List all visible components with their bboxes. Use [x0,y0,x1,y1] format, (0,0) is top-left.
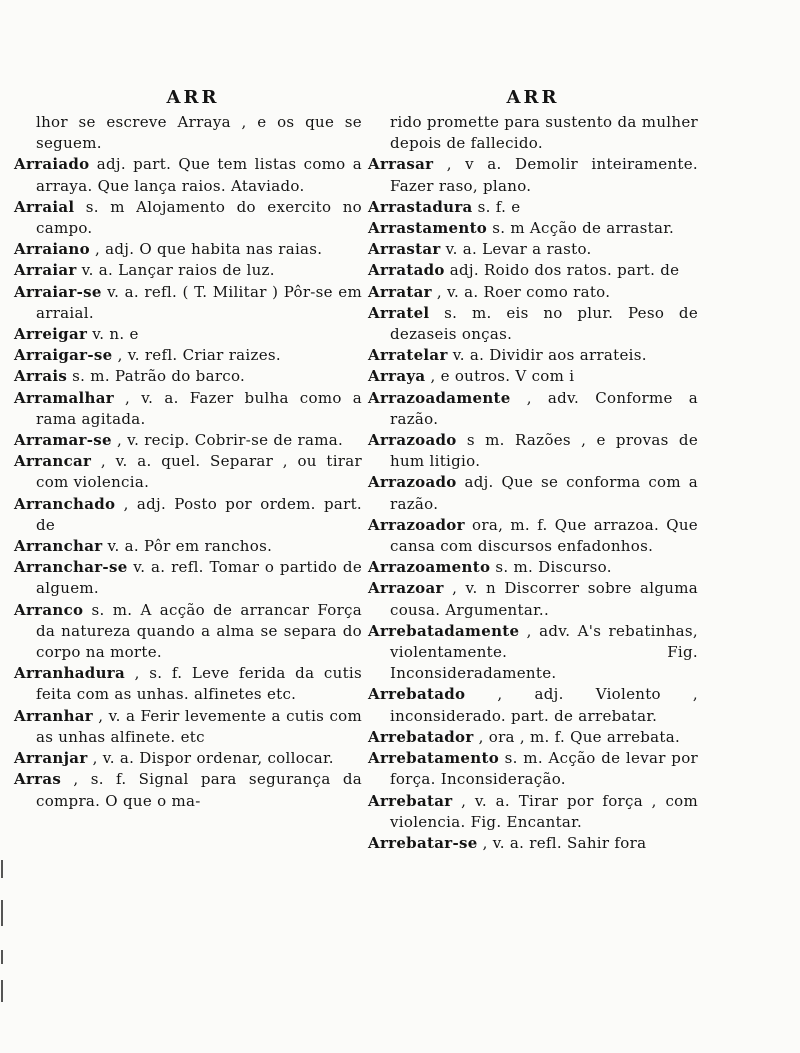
entry-headword: Arranjar [14,749,88,768]
dictionary-entry [14,366,362,387]
entry-definition: s. m. A acção de arrancar Força da natureza quando a alma se separa do corpo na morte. [36,600,362,662]
entry-headword: Arrancar [14,452,92,471]
dictionary-entry [368,472,698,514]
entry-headword: Arrasar [368,155,434,174]
entry-definition: s. m Acção de arrastar. [487,219,675,238]
entry-definition: s. m. Acção de levar por força. Inconsideração. [390,749,698,789]
dictionary-entry [368,515,698,557]
running-head-left: ARR [166,87,220,108]
entry-definition: v. a. Dividir aos arrateis. [447,346,647,365]
right-entries [368,112,698,854]
entry-headword: Arrazoado [368,431,457,450]
left-column [14,84,362,812]
entry-definition: , ora , m. f. Que arrebata. [473,727,681,746]
dictionary-entry [14,388,362,430]
dictionary-entry [368,621,698,685]
entry-definition: , v. a. refl. Sahir fora [477,833,647,852]
entry-definition: , adj. O que habita nas raias. [89,240,323,259]
entry-definition: s. m. Discurso. [490,558,612,577]
entry-definition: v. a. Pôr em ranchos. [102,537,273,556]
left-entries [14,112,362,812]
entry-definition: s. m. Patrão do barco. [67,367,246,386]
dictionary-entry [368,727,698,748]
dictionary-entry [14,239,362,260]
entry-definition: ora, m. f. Que arrazoa. Que cansa com discursos enfadonhos. [390,515,698,556]
dictionary-entry [368,345,698,366]
entry-headword: Arraigar-se [14,346,113,365]
entry-headword: Arrais [14,367,68,386]
dictionary-entry [14,345,362,366]
dictionary-entry [14,600,362,664]
entry-definition: , v. a Ferir levemente a cutis com as unhas alfinete. etc [36,706,362,746]
entry-definition: v. a. Levar a rasto. [440,240,592,259]
entry-headword: Arraya [368,367,426,386]
dictionary-entry [368,557,698,578]
dictionary-entry [368,282,698,303]
entry-definition: s. m. eis no plur. Peso de dezaseis onças. [390,303,698,344]
dictionary-entry [14,769,362,811]
entry-headword: Arramar-se [14,431,112,450]
page-edge-marks [0,860,6,1010]
entry-headword: Arranchar-se [14,558,128,577]
dictionary-entry [14,154,362,196]
running-head-right: ARR [506,87,560,108]
dictionary-entry [14,197,362,239]
entry-headword: Arramalhar [14,388,114,407]
entry-definition: adj. Que se conforma com a razão. [390,473,698,513]
entry-headword: Arratado [368,261,445,280]
entry-headword: Arrebatador [368,727,474,746]
entry-definition: v. a. Lançar raios de luz. [76,261,275,280]
dictionary-entry [368,684,698,726]
dictionary-entry [14,706,362,748]
entry-headword: Arrazoador [368,515,465,534]
dictionary-entry [368,578,698,620]
entry-headword: Arrastadura [368,197,473,216]
entry-definition: adj. part. Que tem listas como a arraya. Que lança raios. Ataviado. [36,155,362,195]
entry-definition: , v. a. Roer como rato. [431,282,611,301]
entry-headword: Arraiar-se [14,282,102,301]
entry-headword: Arranchado [14,494,116,513]
entry-definition: adj. Roido dos ratos. part. de [444,261,680,280]
entry-definition: , v. a. Tirar por força , com violencia. Fig. Encantar. [390,791,698,831]
entry-definition: , v. recip. Cobrir-se de rama. [111,431,344,450]
dictionary-entry [14,536,362,557]
dictionary-entry [368,218,698,239]
entry-definition: lhor se escreve Arraya , e os que se seguem. [36,113,362,153]
entry-headword: Arreigar [14,325,88,344]
entry-headword: Arratel [368,303,430,322]
right-column [368,84,698,854]
dictionary-entry [14,557,362,599]
dictionary-entry [368,430,698,472]
dictionary-entry [368,366,698,387]
dictionary-entry [368,154,698,196]
entry-definition: , v. a. Fazer bulha como a rama agitada. [36,388,362,428]
entry-headword: Arrazoar [368,579,444,598]
dictionary-entry [368,748,698,790]
dictionary-entry [14,663,362,705]
dictionary-entry [14,451,362,493]
dictionary-entry [14,282,362,324]
entry-definition: , adv. A's rebatinhas, violentamente. Fig. Inconsideradamente. [390,621,698,683]
entry-headword: Arras [14,770,62,789]
entry-headword: Arranco [14,600,84,619]
dictionary-entry [14,260,362,281]
entry-headword: Arrastamento [368,219,488,238]
dictionary-entry [368,791,698,833]
entry-definition: , v a. Demolir inteiramente. Fazer raso, plano. [390,155,698,195]
entry-definition: v. a. refl. ( T. Militar ) Pôr-se em arraial. [36,282,362,322]
entry-headword: Arraiado [14,155,90,174]
dictionary-entry [14,324,362,345]
dictionary-entry [14,748,362,769]
entry-headword: Arrebatadamente [368,621,520,640]
entry-definition: , adj. Violento , inconsiderado. part. de arrebatar. [390,685,698,725]
entry-definition: , s. f. Signal para segurança da compra. O que o ma- [36,770,362,810]
entry-headword: Arrebatar-se [368,833,478,852]
entry-headword: Arranhadura [14,664,126,683]
continued-entry [368,112,698,154]
entry-headword: Arrazoado [368,473,457,492]
entry-definition: v. n. e [87,325,139,344]
dictionary-entry [14,494,362,536]
dictionary-entry [368,260,698,281]
dictionary-entry [14,430,362,451]
entry-definition: s. m Alojamento do exercito no campo. [36,197,362,238]
entry-headword: Arrastar [368,240,441,259]
dictionary-entry [368,388,698,430]
entry-definition: v. a. refl. Tomar o partido de alguem. [36,558,362,598]
dictionary-entry [368,239,698,260]
entry-headword: Arrebatar [368,791,453,810]
entry-definition: , s. f. Leve ferida da cutis feita com as unhas. alfinetes etc. [36,664,362,704]
entry-headword: Arrebatamento [368,749,499,768]
entry-definition: , v. a. quel. Separar , ou tirar com violencia. [36,452,362,492]
entry-definition: , v. a. Dispor ordenar, collocar. [87,749,334,768]
entry-headword: Arraiar [14,261,77,280]
entry-headword: Arranchar [14,537,103,556]
entry-headword: Arrebatado [368,685,466,704]
entry-headword: Arraial [14,197,75,216]
dictionary-entry [368,197,698,218]
entry-headword: Arrazoamento [368,558,491,577]
entry-definition: , adj. Posto por ordem. part. de [36,494,362,534]
entry-headword: Arraiano [14,240,90,259]
entry-definition: , v. refl. Criar raizes. [112,346,281,365]
entry-definition: , adv. Conforme a razão. [390,388,698,428]
entry-headword: Arratar [368,282,432,301]
entry-headword: Arranhar [14,706,93,725]
continued-entry [14,112,362,154]
entry-definition: , e outros. V com i [425,367,575,386]
entry-headword: Arratelar [368,346,448,365]
entry-definition: s m. Razões , e provas de hum litigio. [390,431,698,471]
entry-definition: , v. n Discorrer sobre alguma cousa. Argumentar.. [390,579,698,619]
entry-headword: Arrazoadamente [368,388,511,407]
entry-definition: rido promette para sustento da mulher depois de fallecido. [390,113,698,153]
dictionary-entry [368,303,698,345]
entry-definition: s. f. e [472,197,521,216]
dictionary-entry [368,833,698,854]
